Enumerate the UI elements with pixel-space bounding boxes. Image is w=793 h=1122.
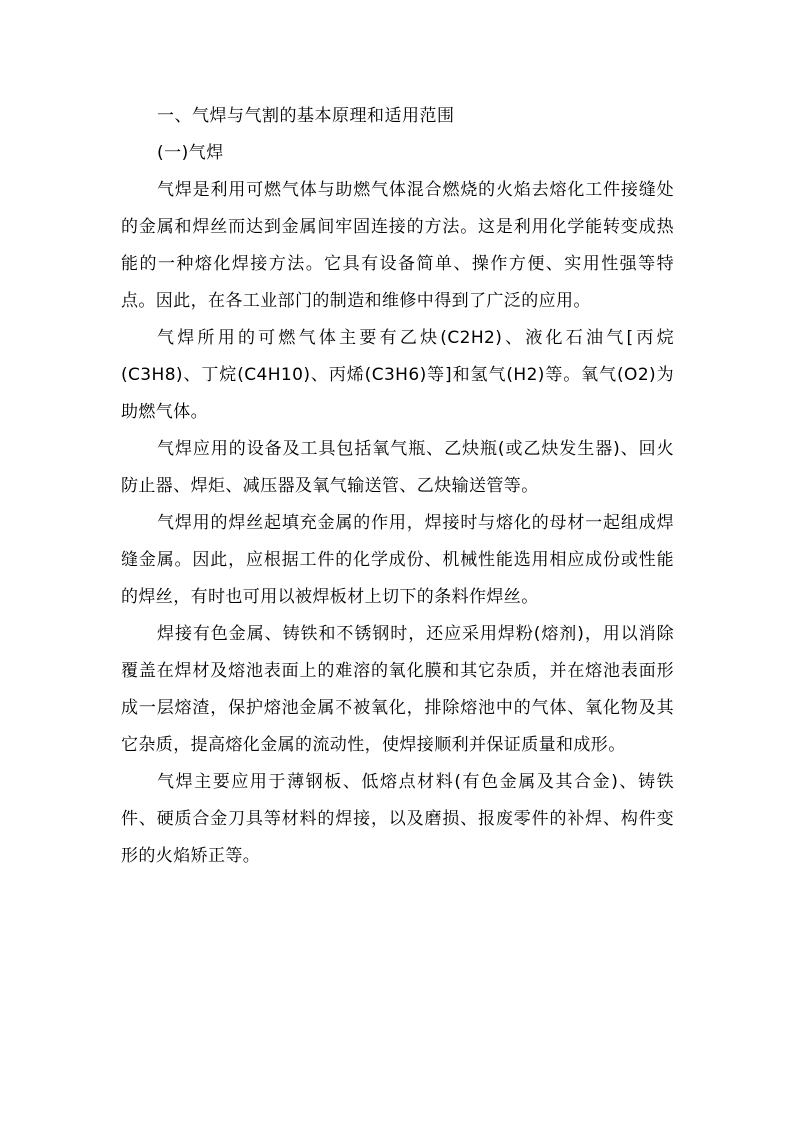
paragraph-flux: 焊接有色金属、铸铁和不锈钢时，还应采用焊粉(熔剂)，用以消除覆盖在焊材及熔池表面上的难溶的氧化膜和其它杂质，并在熔池表面形成一层熔渣，保护熔池金属不被氧化，排除熔池中的气体、氧化物及其它杂质，提高熔化金属的流动性，使焊接顺利并保证质量和成形。 [121,624,674,755]
paragraph-gases: 气焊所用的可燃气体主要有乙炔(C2H2)、液化石油气[丙烷(C3H8)、丁烷(C4H10)、丙烯(C3H6)等]和氢气(H2)等。氧气(O2)为助燃气体。 [121,328,674,422]
document-body [121,98,674,875]
paragraph-definition: 气焊是利用可燃气体与助燃气体混合燃烧的火焰去熔化工件接缝处的金属和焊丝而达到金属间牢固连接的方法。这是利用化学能转变成热能的一种熔化焊接方法。它具有设备简单、操作方便、实用性强等特点。因此，在各工业部门的制造和维修中得到了广泛的应用。 [121,180,674,311]
paragraph-equipment: 气焊应用的设备及工具包括氧气瓶、乙炔瓶(或乙炔发生器)、回火防止器、焊炬、减压器及氧气输送管、乙炔输送管等。 [121,439,674,496]
subsection-title: (一)气焊 [157,143,224,163]
paragraph-applications: 气焊主要应用于薄钢板、低熔点材料(有色金属及其合金)、铸铁件、硬质合金刀具等材料的焊接，以及磨损、报废零件的补焊、构件变形的火焰矫正等。 [121,772,674,866]
section-title: 一、气焊与气割的基本原理和适用范围 [157,106,455,126]
paragraph-filler-wire: 气焊用的焊丝起填充金属的作用，焊接时与熔化的母材一起组成焊缝金属。因此，应根据工件的化学成份、机械性能选用相应成份或性能的焊丝，有时也可用以被焊板材上切下的条料作焊丝。 [121,513,674,607]
